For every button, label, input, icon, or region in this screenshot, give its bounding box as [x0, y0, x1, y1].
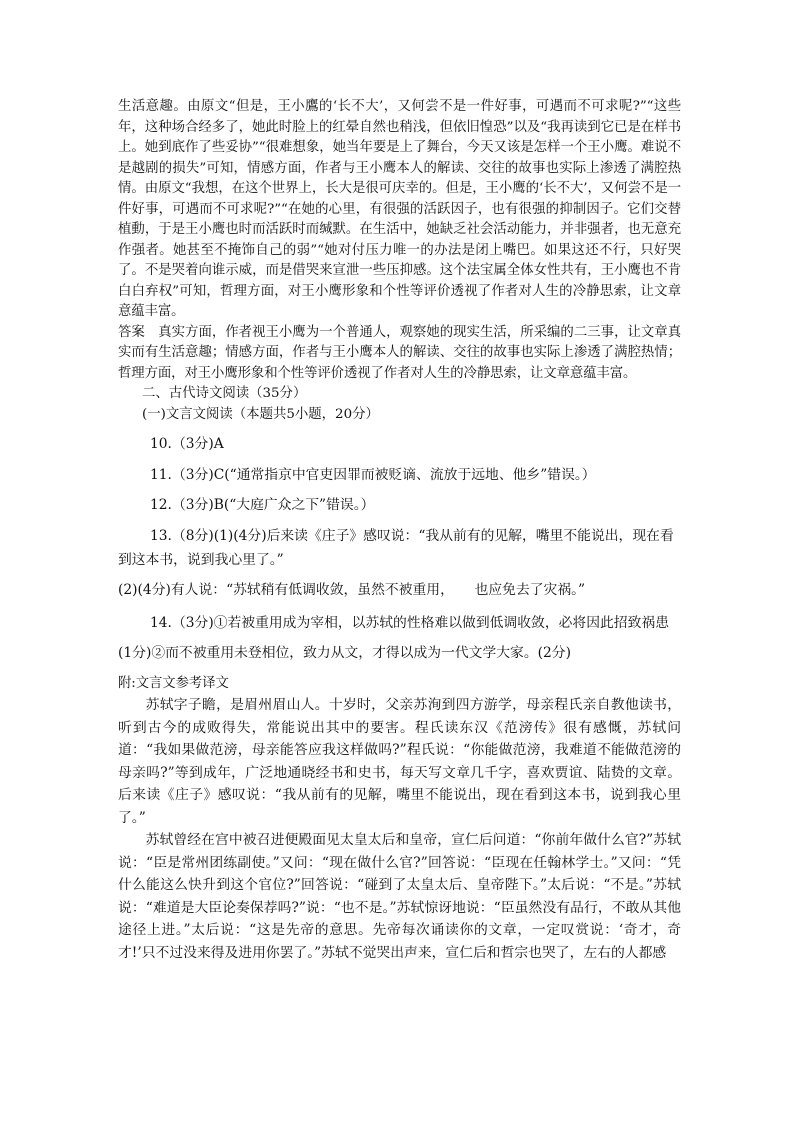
- subsection-heading-prose: (一)文言文阅读（本题共5小题，20分）: [142, 406, 379, 422]
- answer-q13-part2: (2)(4分)有人说：“苏轼稍有低调收敛，虽然不被重用， 也应免去了灾祸。”: [118, 581, 586, 598]
- answer-q14: 14.（3分)①若被重用成为宰相，以苏轼的性格难以做到低调收敛，必将因此招致祸患(1分)②而不被重用未登相位，致力从文，才得以成为一代文学大家。(2分): [118, 614, 669, 661]
- analysis-paragraph: 生活意趣。由原文“但是，王小鷹的‘长不大’，又何尝不是一件好事，可遇而不可求呢?”“这些年，这种场合经多了，她此时脸上的红晕自然也稍浅，但依旧惶恐”以及“我再读到它已是在样书上。她到底作了些妥协”“很难想象，她当年要是上了舞台，今天又该是怎样一个王小鹰。难说不是越剧的损失”可知，情感方面，作者与王小鹰本人的解读、交往的故事也实际上渗透了满腔热情。由原文“我想，在这个世界上，长大是很可庆幸的。但是，王小鹰的‘长不大’，又何尝不是一件好事，可遇而不可求呢?”“在她的心里，有很强的活跃因子，也有很强的抑制因子。它们交替植動，于是王小鹰也时而活跃时而缄默。在生活中，她缺乏社会活动能力，并非强者，也无意充作强者。她甚至不掩饰自己的弱”“她对付压力唯一的办法是闭上嘴巴。如果这还不行，只好哭了。不是哭着向谁示威，而是借哭来宣泄一些压抑感。这个法宝属全体女性共有，王小鹰也不肯白白弃权”可知，哲理方面，对王小鹰形象和个性等评价透视了作者对人生的冷静思索，让文章意蕴丰富。: [118, 99, 681, 319]
- answer-q12: 12.（3分)B(“大庭广众之下”错误。）: [150, 497, 375, 513]
- answer-q13-part1: 13.（8分)(1)(4分)后来读《庄子》感叹说：“我从前有的见解，嘴里不能说出，现在看到这本书，说到我心里了。”: [118, 527, 674, 568]
- section-heading-classical: 二、古代诗文阅读（35分）: [142, 386, 307, 401]
- document-body: [118, 97, 681, 964]
- appendix-heading: 附:文言文参考译文: [118, 675, 229, 691]
- translation-paragraph-2: 苏轼曾经在宫中被召进便殿面见太皇太后和皇帝，宣仁后问道：“你前年做什么官?”苏轼说：“臣是常州团练副使。”又问：“现在做什么官?”回答说：“臣现在任翰林学士。”又问：“凭什么能这么快升到这个官位?”回答说：“碰到了太皇太后、皇帝陛下。”太后说：“不是。”苏轼说：“难道是大臣论奏保荐吗?”说：“也不是。”苏轼惊讶地说：“臣虽然没有品行，不敢从其他途径上进。”太后说：“这是先帝的意思。先帝每次诵读你的文章，一定叹赏说：‘奇才，奇才!’只不过没来得及进用你罢了。”苏轼不觉哭出声来，宣仁后和哲宗也哭了，左右的人都感: [118, 832, 681, 961]
- translation-paragraph-1: 苏轼字子瞻，是眉州眉山人。十岁时，父亲苏洵到四方游学，母亲程氏亲自教他读书，听到古今的成败得失，常能说出其中的要害。程氏读东汉《范滂传》很有感慨，苏轼问道：“我如果做范滂，母亲能答应我这样做吗?”程氏说：“你能做范滂，我难道不能做范滂的母亲吗?”等到成年，广泛地通晓经书和史书，每天写文章几千字，喜欢贾谊、陆贽的文章。后来读《庄子》感叹说：“我从前有的见解，嘴里不能说出，现在看到这本书，说到我心里了。”: [118, 697, 681, 826]
- answer-q11: 11.（3分)C(“通常指京中官吏因罪而被贬谪、流放于远地、他乡”错误。）: [150, 466, 596, 483]
- answer-q10: 10.（3分)A: [150, 436, 224, 452]
- answer-paragraph: 答案 真实方面，作者视王小鹰为一个普通人，观察她的现实生活，所采编的二三事，让文章真实而有生活意趣；情感方面，作者与王小鹰本人的解读、交往的故事也实际上渗透了满腔热情；哲理方面，对王小鹰形象和个性等评价透视了作者对人生的冷静思索，让文章意蕴丰富。: [118, 324, 681, 381]
